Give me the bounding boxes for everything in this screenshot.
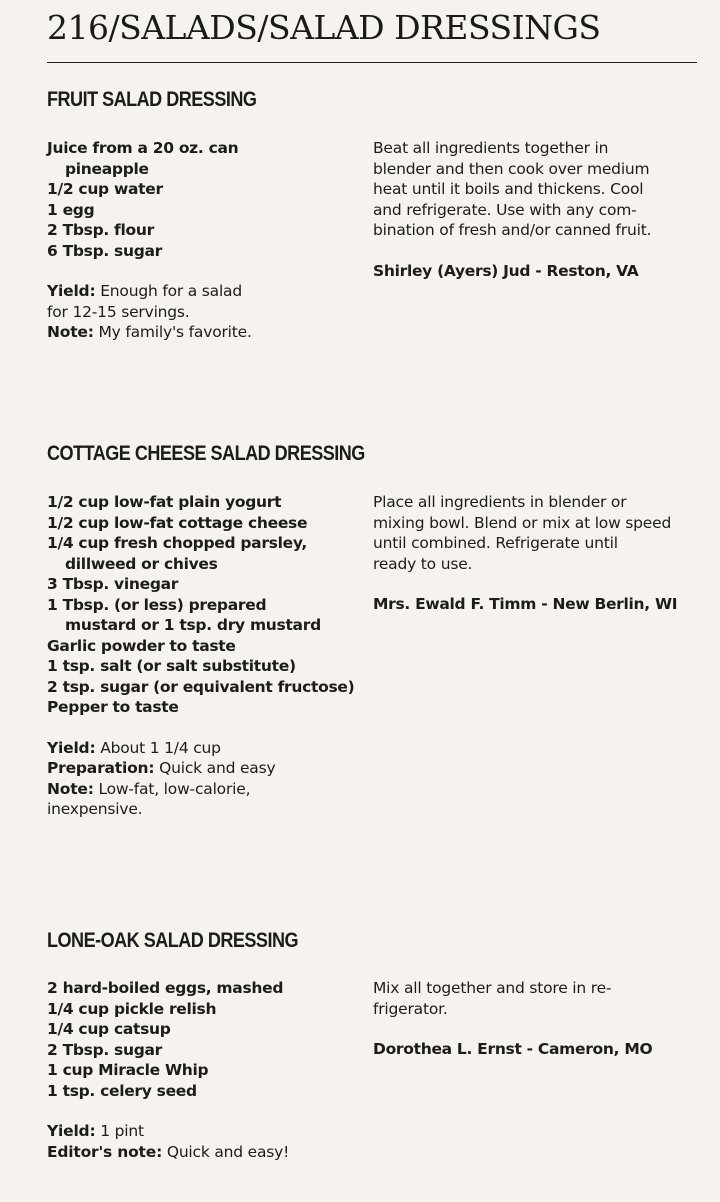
ingredient: dillweed or chives (65, 554, 218, 573)
ingredient: 1/4 cup catsup (47, 1020, 171, 1038)
direction-line: until combined. Refrigerate until (373, 534, 618, 552)
editor-note-value: Quick and easy! (166, 1142, 290, 1161)
ingredient: 1/4 cup fresh chopped parsley, (47, 534, 308, 552)
ingredient: 1 tsp. salt (or salt substitute) (47, 657, 296, 675)
yield-value: Enough for a salad (100, 282, 242, 300)
contributor: Mrs. Ewald F. Timm - New Berlin, WI (373, 595, 678, 613)
editor-note-line (47, 1142, 367, 1163)
preparation-line (47, 758, 367, 779)
yield-value: 1 pint (100, 1122, 144, 1140)
direction-line: mixing bowl. Blend or mix at low speed (373, 513, 672, 532)
yield-line (47, 738, 367, 759)
direction-line: frigerator. (373, 999, 448, 1018)
contributor: Shirley (Ayers) Jud - Reston, VA (373, 261, 639, 280)
ingredients-list (47, 138, 367, 343)
ingredients-list (47, 978, 367, 1162)
direction-line: Beat all ingredients together in (373, 139, 609, 157)
header-divider (47, 62, 697, 63)
ingredient: 3 Tbsp. vinegar (47, 575, 179, 593)
preparation-value: Quick and easy (159, 759, 276, 777)
note-line (47, 779, 367, 800)
note-value: My family's favorite. (98, 323, 252, 341)
ingredient: 1/4 cup pickle relish (47, 999, 217, 1018)
recipe-cottage-cheese-salad-dressing (47, 442, 702, 842)
note-line (47, 322, 367, 343)
direction-line: Mix all together and store in re- (373, 979, 612, 997)
contributor: Dorothea L. Ernst - Cameron, MO (373, 1040, 653, 1058)
ingredient: Pepper to taste (47, 698, 179, 716)
yield-value: About 1 1/4 cup (100, 738, 221, 757)
yield-line (47, 281, 367, 302)
ingredient: Garlic powder to taste (47, 636, 236, 655)
direction-line: and refrigerate. Use with any com- (373, 200, 637, 219)
ingredient: 2 tsp. sugar (or equivalent fructose) (47, 677, 355, 696)
direction-line: bination of fresh and/or canned fruit. (373, 221, 652, 239)
ingredient: 2 Tbsp. sugar (47, 1040, 163, 1059)
recipe-title: LONE-OAK SALAD DRESSING (47, 929, 299, 952)
ingredient: 1 tsp. celery seed (47, 1081, 197, 1100)
note-label: Note: (47, 779, 94, 798)
ingredient: 1/2 cup water (47, 180, 163, 198)
directions (373, 978, 705, 1060)
editor-note-label: Editor's note: (47, 1142, 163, 1161)
note-value-cont: inexpensive. (47, 800, 143, 818)
direction-line: blender and then cook over medium (373, 159, 650, 178)
ingredient: pineapple (65, 159, 149, 178)
recipe-title: FRUIT SALAD DRESSING (47, 88, 257, 111)
note-label: Note: (47, 323, 94, 341)
direction-line: Place all ingredients in blender or (373, 493, 627, 511)
direction-line: heat until it boils and thickens. Cool (373, 180, 644, 198)
page-title: 216/SALADS/SALAD DRESSINGS (47, 8, 601, 47)
yield-label: Yield: (47, 738, 96, 757)
preparation-label: Preparation: (47, 759, 155, 777)
ingredient: Juice from a 20 oz. can (47, 139, 239, 157)
ingredient: 1/2 cup low-fat cottage cheese (47, 513, 308, 532)
direction-line: ready to use. (373, 554, 473, 573)
ingredient: 2 hard-boiled eggs, mashed (47, 979, 284, 997)
ingredient: 1/2 cup low-fat plain yogurt (47, 493, 282, 511)
ingredient: 6 Tbsp. sugar (47, 241, 163, 260)
yield-label: Yield: (47, 1122, 96, 1140)
yield-line (47, 1121, 367, 1142)
recipe-fruit-salad-dressing (47, 88, 702, 358)
recipe-title: COTTAGE CHEESE SALAD DRESSING (47, 442, 365, 465)
yield-value-cont: for 12-15 servings. (47, 302, 190, 321)
directions (373, 138, 705, 281)
note-value: Low-fat, low-calorie, (98, 779, 251, 798)
ingredient: mustard or 1 tsp. dry mustard (65, 616, 321, 634)
recipe-lone-oak-salad-dressing (47, 929, 702, 1169)
yield-label: Yield: (47, 282, 96, 300)
ingredient: 1 Tbsp. (or less) prepared (47, 595, 267, 614)
ingredient: 1 cup Miracle Whip (47, 1061, 209, 1079)
directions (373, 492, 705, 615)
ingredients-list (47, 492, 367, 820)
ingredient: 1 egg (47, 200, 95, 219)
ingredient: 2 Tbsp. flour (47, 221, 154, 239)
